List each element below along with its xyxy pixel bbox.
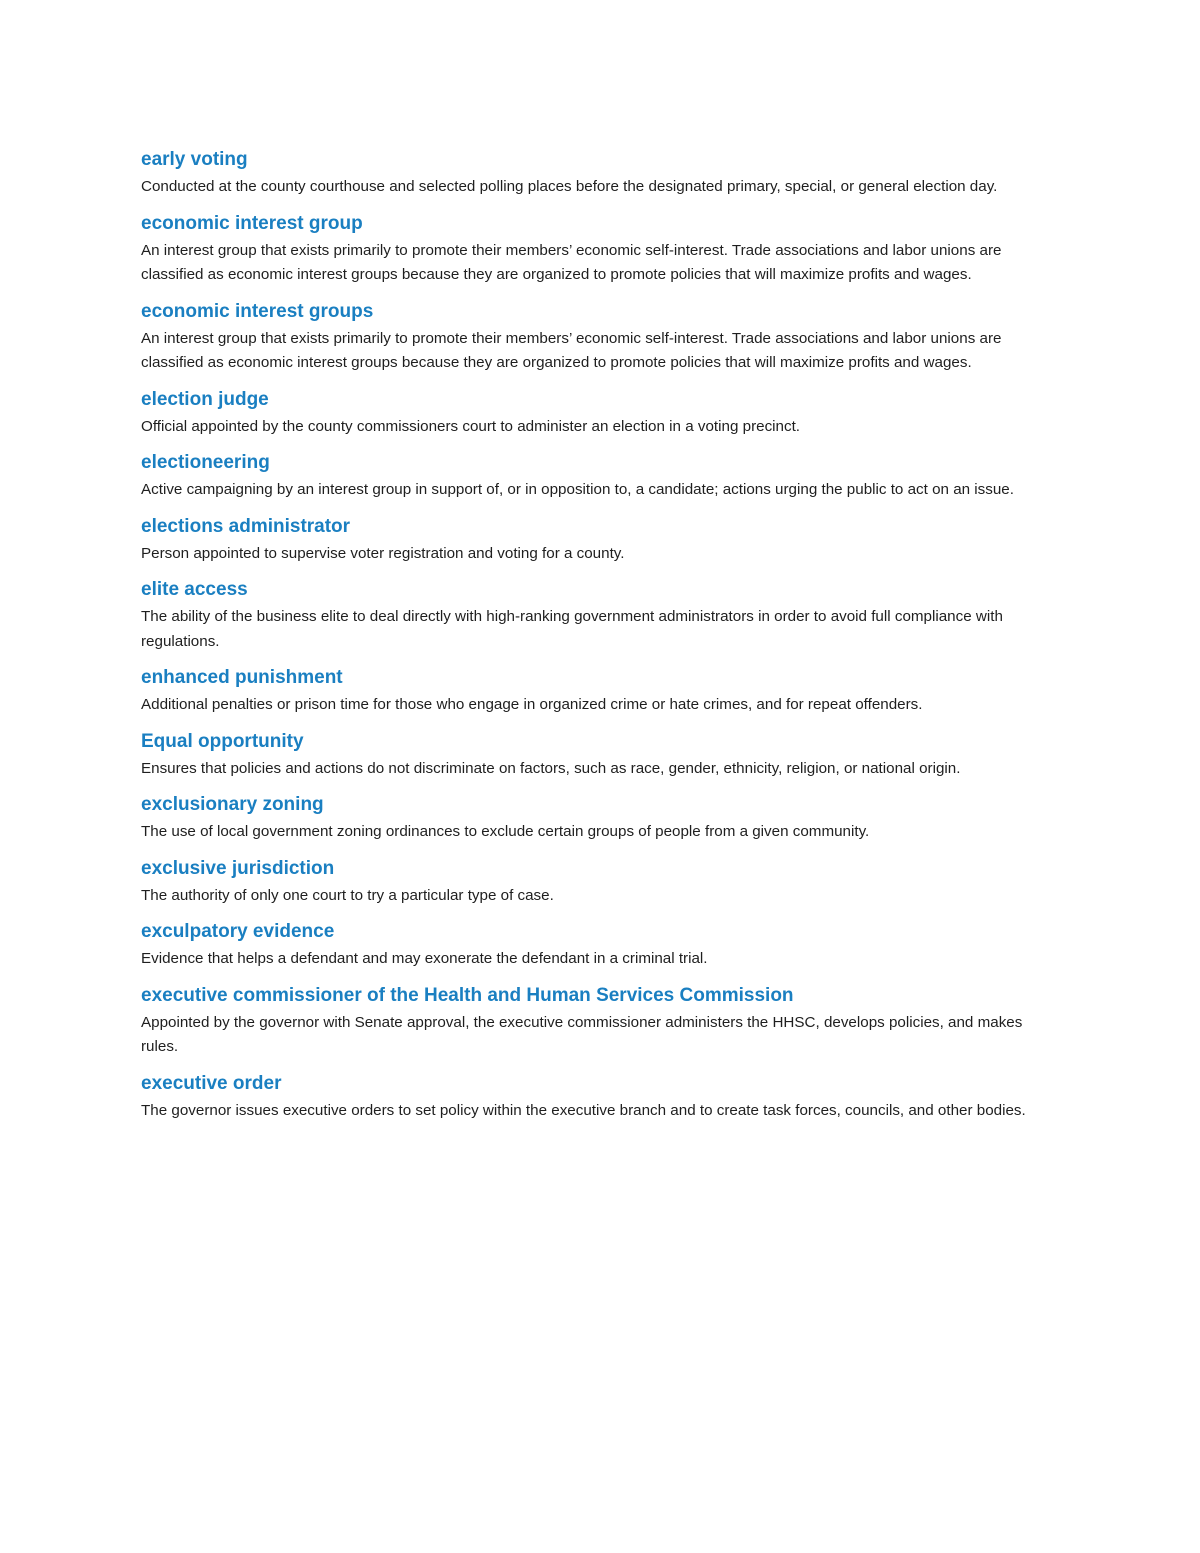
glossary-definition: Person appointed to supervise voter registration and voting for a county. xyxy=(141,544,625,562)
glossary-term: executive commissioner of the Health and Human Services Commission xyxy=(141,984,794,1006)
glossary-definition: Active campaigning by an interest group in support of, or in opposition to, a candidate; actions urging the public to act on an issue. xyxy=(141,481,1014,498)
glossary-term: elections administrator xyxy=(141,515,351,537)
glossary-entry-early-voting xyxy=(141,148,1061,200)
glossary-term: executive order xyxy=(141,1072,282,1094)
glossary-term: economic interest groups xyxy=(141,300,374,322)
glossary-entry-exclusive-jurisdiction xyxy=(141,857,1061,909)
glossary-term: election judge xyxy=(141,388,269,410)
glossary-entry-electioneering xyxy=(141,451,1061,503)
glossary-entry-economic-interest-group xyxy=(141,212,1061,288)
glossary-entry-executive-order xyxy=(141,1072,1061,1124)
glossary-definition: Evidence that helps a defendant and may exonerate the defendant in a criminal trial. xyxy=(141,950,708,967)
glossary-entry-elite-access xyxy=(141,578,1061,654)
glossary-definition: Official appointed by the county commissioners court to administer an election in a voting precinct. xyxy=(141,417,801,435)
glossary-entry-elections-administrator xyxy=(141,515,1061,567)
glossary-term: electioneering xyxy=(141,452,270,473)
glossary-entry-executive-commissioner-hhsc xyxy=(141,984,1061,1060)
glossary-term: Equal opportunity xyxy=(141,730,304,752)
glossary-definition: An interest group that exists primarily to promote their members’ economic self-interest. Trade associations and labor unions are classified as economic interest groups because they are organized to promote policies that will maximize profits and wages. xyxy=(141,329,1002,371)
glossary-entry-enhanced-punishment xyxy=(141,666,1061,718)
glossary-term: exclusive jurisdiction xyxy=(141,857,335,879)
glossary-entry-exclusionary-zoning xyxy=(141,793,1061,845)
glossary-definition: Conducted at the county courthouse and selected polling places before the designated primary, special, or general election day. xyxy=(141,178,998,195)
glossary-entry-exculpatory-evidence xyxy=(141,920,1061,972)
glossary-definition: An interest group that exists primarily to promote their members’ economic self-interest. Trade associations and labor unions are classified as economic interest groups because they are organized to promote policies that will maximize profits and wages. xyxy=(141,241,1002,283)
glossary-definition: The ability of the business elite to deal directly with high-ranking government administrators in order to avoid full compliance with regulations. xyxy=(141,608,1003,650)
glossary-term: elite access xyxy=(141,579,248,600)
glossary-entry-economic-interest-groups xyxy=(141,300,1061,376)
glossary-term: exculpatory evidence xyxy=(141,921,335,942)
glossary-term: early voting xyxy=(141,149,248,170)
glossary-entry-election-judge xyxy=(141,388,1061,440)
glossary-definition: The use of local government zoning ordinances to exclude certain groups of people from a given community. xyxy=(141,823,870,840)
glossary-term: exclusionary zoning xyxy=(141,794,324,815)
glossary-definition: Ensures that policies and actions do not discriminate on factors, such as race, gender, ethnicity, religion, or national origin. xyxy=(141,759,961,777)
glossary-definition: Additional penalties or prison time for those who engage in organized crime or hate crimes, and for repeat offenders. xyxy=(141,696,923,713)
glossary-definition: The authority of only one court to try a particular type of case. xyxy=(141,886,554,904)
glossary-term: enhanced punishment xyxy=(141,667,343,688)
glossary-term: economic interest group xyxy=(141,212,363,234)
glossary-page xyxy=(141,148,1061,1135)
glossary-definition: The governor issues executive orders to set policy within the executive branch and to create task forces, councils, and other bodies. xyxy=(141,1101,1026,1119)
glossary-entry-equal-opportunity xyxy=(141,730,1061,782)
glossary-definition: Appointed by the governor with Senate approval, the executive commissioner administers the HHSC, develops policies, and makes rules. xyxy=(141,1013,1023,1055)
